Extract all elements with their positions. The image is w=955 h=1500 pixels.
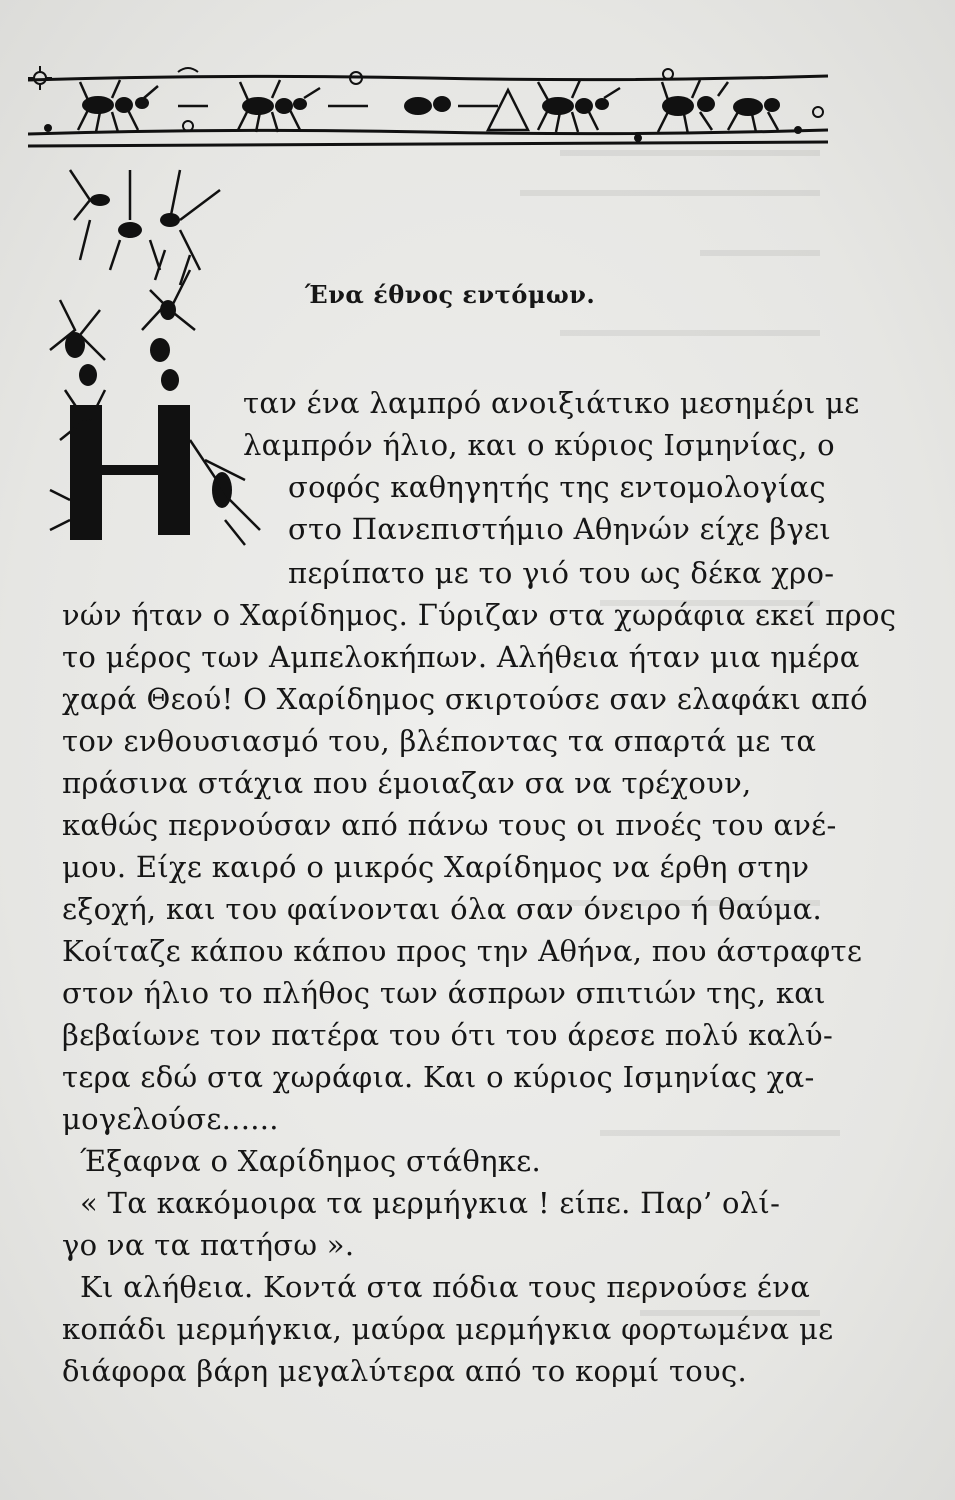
chapter-subtitle: Ένα έθνος εντόμων. (305, 280, 596, 309)
text-line: στον ήλιο το πλήθος των άσπρων σπιτιών της, και (62, 976, 826, 1010)
text-line: καθώς περνούσαν από πάνω τους οι πνοές του ανέ- (62, 808, 837, 842)
ant-banner-illustration (28, 60, 828, 170)
text-line: Έξαφνα ο Χαρίδημος στάθηκε. (80, 1144, 542, 1178)
text-line: τον ενθουσιασμό του, βλέποντας τα σπαρτά με τα (62, 724, 817, 758)
text-line: χαρά Θεού! Ο Χαρίδημος σκιρτούσε σαν ελαφάκι από (62, 682, 868, 716)
text-line: νών ήταν ο Χαρίδημος. Γύριζαν στα χωράφια εκεί προς (62, 598, 897, 632)
text-line: σοφός καθηγητής της εντομολογίας (288, 470, 826, 504)
text-line: το μέρος των Αμπελοκήπων. Αλήθεια ήταν μια ημέρα (62, 640, 860, 674)
text-line: εξοχή, και του φαίνονται όλα σαν όνειρο ή θαύμα. (62, 892, 823, 926)
text-line: πράσινα στάχια που έμοιαζαν σα να τρέχουν, (62, 766, 752, 800)
text-line: τερα εδώ στα χωράφια. Και ο κύριος Ισμηνίας χα- (62, 1060, 815, 1094)
text-line: Κοίταζε κάπου κάπου προς την Αθήνα, που άστραφτε (62, 934, 863, 968)
text-line: Κι αλήθεια. Κοντά στα πόδια τους περνούσε ένα (80, 1270, 811, 1304)
text-line: κοπάδι μερμήγκια, μαύρα μερμήγκια φορτωμένα με (62, 1312, 834, 1346)
text-line: μου. Είχε καιρό ο μικρός Χαρίδημος να έρθη στην (62, 850, 810, 884)
text-line: διάφορα βάρη μεγαλύτερα από το κορμί τους. (62, 1354, 748, 1388)
text-line: λαμπρόν ήλιο, και ο κύριος Ισμηνίας, ο (243, 428, 835, 462)
text-line: μογελούσε...... (62, 1102, 279, 1136)
text-line: ταν ένα λαμπρό ανοιξιάτικο μεσημέρι με (243, 386, 860, 420)
text-line: γο να τα πατήσω ». (62, 1228, 355, 1262)
text-line: « Τα κακόμοιρα τα μερμήγκια ! είπε. Παρ’ ολί- (80, 1186, 781, 1220)
drop-cap-illustration (30, 160, 280, 560)
text-line: βεβαίωνε τον πατέρα του ότι του άρεσε πολύ καλύ- (62, 1018, 834, 1052)
text-line: στο Πανεπιστήμιο Αθηνών είχε βγει (288, 512, 832, 546)
text-line: περίπατο με το γιό του ως δέκα χρο- (288, 556, 835, 590)
